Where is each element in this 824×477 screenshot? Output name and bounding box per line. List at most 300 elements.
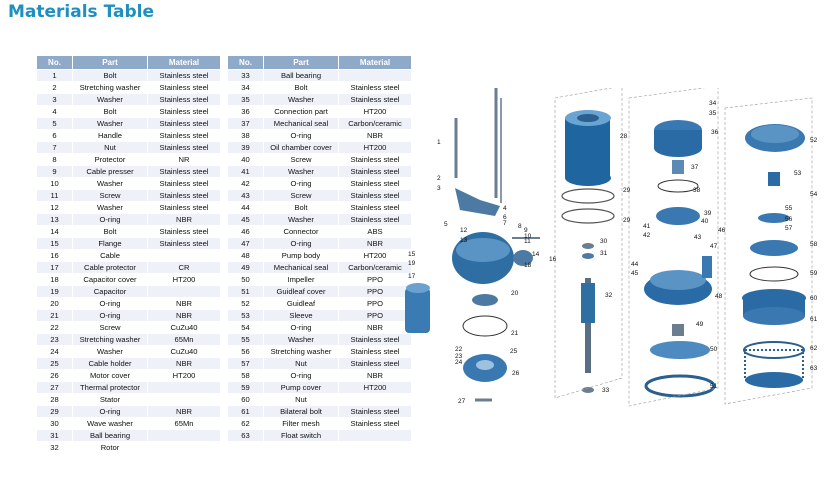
cell-material: Stainless steel xyxy=(339,406,412,418)
callout-label: 51 xyxy=(710,383,718,390)
cell-part: Pump cover xyxy=(264,382,339,394)
callout-label: 33 xyxy=(602,387,610,394)
callout-label: 55 xyxy=(785,205,793,212)
table-row xyxy=(37,394,412,406)
cell-part: Thermal protector xyxy=(73,382,148,394)
callout-label: 8 xyxy=(518,223,522,230)
cell-no: 55 xyxy=(228,334,264,346)
cell-no: 21 xyxy=(37,310,73,322)
cell-part: Oil chamber cover xyxy=(264,142,339,154)
callout-label: 45 xyxy=(631,270,639,277)
callout-label: 29 xyxy=(623,217,631,224)
table-row xyxy=(37,82,412,94)
callout-label: 11 xyxy=(524,238,531,245)
callout-label: 35 xyxy=(709,110,717,117)
cell-material: Stainless steel xyxy=(148,82,221,94)
table-row xyxy=(37,166,412,178)
callout-label: 40 xyxy=(701,218,709,225)
callout-label: 24 xyxy=(455,359,463,366)
cell-part: Guidleaf xyxy=(264,298,339,310)
header-material: Material xyxy=(339,56,412,70)
cell-part: Nut xyxy=(264,394,339,406)
motor-cover-group xyxy=(405,88,540,400)
cell-material xyxy=(339,430,412,442)
cell-material: Stainless steel xyxy=(148,166,221,178)
cell-no: 29 xyxy=(37,406,73,418)
cell-no: 5 xyxy=(37,118,73,130)
cell-material: 65Mn xyxy=(148,334,221,346)
cell-material: Stainless steel xyxy=(339,214,412,226)
callout-label: 58 xyxy=(810,241,818,248)
cell-no: 22 xyxy=(37,322,73,334)
table-row xyxy=(37,286,412,298)
cell-no: 52 xyxy=(228,298,264,310)
column-gap xyxy=(221,106,228,118)
cell-part: Filter mesh xyxy=(264,418,339,430)
cell-no: 57 xyxy=(228,358,264,370)
cell-no: 18 xyxy=(37,274,73,286)
callout-label: 46 xyxy=(718,227,726,234)
callout-label: 20 xyxy=(511,290,519,297)
cell-no: 13 xyxy=(37,214,73,226)
cell-material: NBR xyxy=(148,298,221,310)
cell-part: O-ring xyxy=(264,178,339,190)
cell-part: Bolt xyxy=(264,202,339,214)
table-row xyxy=(37,202,412,214)
cell-part: Screw xyxy=(264,154,339,166)
column-gap xyxy=(221,430,228,442)
cell-no: 15 xyxy=(37,238,73,250)
cell-material: NBR xyxy=(339,238,412,250)
callout-label: 54 xyxy=(810,191,818,198)
column-gap xyxy=(221,274,228,286)
callout-label: 61 xyxy=(810,316,818,323)
cell-no: 9 xyxy=(37,166,73,178)
cell-part: Protector xyxy=(73,154,148,166)
cell-material: Stainless steel xyxy=(148,94,221,106)
cell-part: Washer xyxy=(73,178,148,190)
table-row xyxy=(37,250,412,262)
column-gap xyxy=(221,94,228,106)
column-gap xyxy=(221,250,228,262)
callout-label: 15 xyxy=(408,251,416,258)
cell-part: Rotor xyxy=(73,442,148,454)
callout-label: 16 xyxy=(549,256,557,263)
cell-material: NBR xyxy=(148,310,221,322)
callout-label: 44 xyxy=(631,261,639,268)
cell-material xyxy=(148,286,221,298)
table-row xyxy=(37,130,412,142)
cell-no: 40 xyxy=(228,154,264,166)
table-row xyxy=(37,142,412,154)
cell-material: NBR xyxy=(339,130,412,142)
cell-no: 38 xyxy=(228,130,264,142)
callout-label: 31 xyxy=(600,250,608,257)
cell-material: NBR xyxy=(339,370,412,382)
cell-material: NBR xyxy=(148,214,221,226)
cell-no: 33 xyxy=(228,70,264,82)
cell-no: 23 xyxy=(37,334,73,346)
materials-table xyxy=(36,55,412,454)
cell-part: Cable protector xyxy=(73,262,148,274)
callout-label: 17 xyxy=(408,273,416,280)
cell-no xyxy=(228,442,264,454)
callout-label: 28 xyxy=(620,133,628,140)
table-row xyxy=(37,406,412,418)
callout-label: 18 xyxy=(524,262,532,269)
table-row xyxy=(37,382,412,394)
cell-part: Screw xyxy=(73,322,148,334)
cell-part: Cable xyxy=(73,250,148,262)
column-gap xyxy=(221,238,228,250)
cell-no: 50 xyxy=(228,274,264,286)
cell-no: 62 xyxy=(228,418,264,430)
callout-label: 13 xyxy=(460,237,468,244)
table-row xyxy=(37,154,412,166)
cell-material: Stainless steel xyxy=(339,358,412,370)
callout-label: 37 xyxy=(691,164,699,171)
cell-no: 41 xyxy=(228,166,264,178)
cell-material: NR xyxy=(148,154,221,166)
column-gap xyxy=(221,406,228,418)
cell-material: PPO xyxy=(339,286,412,298)
header-material: Material xyxy=(148,56,221,70)
table-header-row xyxy=(37,56,412,70)
cell-material: Carbon/ceramic xyxy=(339,118,412,130)
callout-label: 41 xyxy=(643,223,651,230)
table-row xyxy=(37,418,412,430)
cell-part: Mechanical seal xyxy=(264,262,339,274)
table-row xyxy=(37,358,412,370)
cell-material: Stainless steel xyxy=(339,334,412,346)
callout-label: 14 xyxy=(532,251,540,258)
cell-part: Stretching washer xyxy=(73,82,148,94)
cell-no: 34 xyxy=(228,82,264,94)
cell-no: 31 xyxy=(37,430,73,442)
callout-label: 50 xyxy=(710,346,718,353)
table-row xyxy=(37,430,412,442)
cell-no: 39 xyxy=(228,142,264,154)
column-gap xyxy=(221,118,228,130)
cell-material: NBR xyxy=(148,358,221,370)
column-gap xyxy=(221,442,228,454)
cell-material: HT200 xyxy=(339,250,412,262)
cell-part: O-ring xyxy=(264,238,339,250)
cell-no: 10 xyxy=(37,178,73,190)
column-gap xyxy=(221,190,228,202)
table-row xyxy=(37,178,412,190)
callout-label: 38 xyxy=(693,187,701,194)
cell-no: 16 xyxy=(37,250,73,262)
column-gap xyxy=(221,418,228,430)
callout-label: 48 xyxy=(715,293,723,300)
callout-label: 7 xyxy=(503,220,507,227)
cell-part: Washer xyxy=(73,118,148,130)
cell-no: 26 xyxy=(37,370,73,382)
callout-label: 57 xyxy=(785,225,793,232)
cell-material: HT200 xyxy=(339,142,412,154)
table-row xyxy=(37,298,412,310)
callout-label: 26 xyxy=(512,370,520,377)
cell-part: O-ring xyxy=(264,130,339,142)
column-gap xyxy=(221,334,228,346)
column-gap xyxy=(221,286,228,298)
cell-material: HT200 xyxy=(339,382,412,394)
cell-part: Flange xyxy=(73,238,148,250)
column-gap xyxy=(221,214,228,226)
cell-no: 48 xyxy=(228,250,264,262)
cell-material: Stainless steel xyxy=(148,238,221,250)
column-gap xyxy=(221,322,228,334)
callout-label: 52 xyxy=(810,137,818,144)
cell-no: 27 xyxy=(37,382,73,394)
column-gap xyxy=(221,130,228,142)
table-row xyxy=(37,70,412,82)
cell-material: Stainless steel xyxy=(148,202,221,214)
cell-part: Motor cover xyxy=(73,370,148,382)
cell-material: PPO xyxy=(339,274,412,286)
pump-body-group xyxy=(644,120,714,396)
callout-label: 12 xyxy=(460,227,468,234)
page-title: Materials Table xyxy=(8,2,154,22)
cell-material: Stainless steel xyxy=(339,154,412,166)
cell-no: 14 xyxy=(37,226,73,238)
cell-part: Washer xyxy=(264,94,339,106)
column-gap xyxy=(221,262,228,274)
cell-no: 30 xyxy=(37,418,73,430)
column-gap xyxy=(221,310,228,322)
cell-material: Stainless steel xyxy=(339,94,412,106)
cell-part: Washer xyxy=(73,202,148,214)
cell-material: Stainless steel xyxy=(339,166,412,178)
callout-label: 22 xyxy=(455,346,463,353)
cell-material: HT200 xyxy=(148,370,221,382)
cell-part: Screw xyxy=(73,190,148,202)
cell-material: NBR xyxy=(339,322,412,334)
cell-material: Stainless steel xyxy=(148,178,221,190)
cell-part: Washer xyxy=(264,214,339,226)
cell-no: 36 xyxy=(228,106,264,118)
callout-label: 2 xyxy=(437,175,441,182)
cell-no: 24 xyxy=(37,346,73,358)
column-gap xyxy=(221,394,228,406)
cell-part: Stretching washer xyxy=(73,334,148,346)
callout-label: 1 xyxy=(437,139,441,146)
cell-no: 49 xyxy=(228,262,264,274)
table-row xyxy=(37,238,412,250)
cell-material: Stainless steel xyxy=(339,82,412,94)
cell-part: Bolt xyxy=(73,106,148,118)
table-row xyxy=(37,262,412,274)
column-gap xyxy=(221,82,228,94)
cell-material: ABS xyxy=(339,226,412,238)
cell-no: 42 xyxy=(228,178,264,190)
cell-no: 61 xyxy=(228,406,264,418)
cell-no: 60 xyxy=(228,394,264,406)
cell-part: O-ring xyxy=(73,310,148,322)
cell-part: Sleeve xyxy=(264,310,339,322)
cell-material: Stainless steel xyxy=(339,202,412,214)
cell-no: 4 xyxy=(37,106,73,118)
cell-no: 11 xyxy=(37,190,73,202)
cell-material: Stainless steel xyxy=(148,130,221,142)
callout-label: 27 xyxy=(458,398,466,405)
cell-no: 51 xyxy=(228,286,264,298)
callout-label: 25 xyxy=(510,348,518,355)
cell-no: 63 xyxy=(228,430,264,442)
cell-no: 6 xyxy=(37,130,73,142)
cell-part: Cable presser xyxy=(73,166,148,178)
cell-part: Bolt xyxy=(73,226,148,238)
cell-part: Washer xyxy=(73,346,148,358)
column-gap xyxy=(221,166,228,178)
cell-no: 25 xyxy=(37,358,73,370)
cell-no: 28 xyxy=(37,394,73,406)
cell-material: PPO xyxy=(339,310,412,322)
cell-no: 20 xyxy=(37,298,73,310)
cell-material xyxy=(148,394,221,406)
cell-material: Stainless steel xyxy=(148,142,221,154)
header-part: Part xyxy=(73,56,148,70)
callout-label: 59 xyxy=(810,270,818,277)
cell-part: O-ring xyxy=(73,214,148,226)
cell-part: Washer xyxy=(73,94,148,106)
cell-material xyxy=(148,442,221,454)
table-row xyxy=(37,310,412,322)
table-row xyxy=(37,322,412,334)
cell-part: O-ring xyxy=(73,406,148,418)
callout-label: 3 xyxy=(437,185,441,192)
cell-material: CR xyxy=(148,262,221,274)
cell-material: Stainless steel xyxy=(148,70,221,82)
cell-material: HT200 xyxy=(148,274,221,286)
cell-part: Guidleaf cover xyxy=(264,286,339,298)
cell-part: Bolt xyxy=(73,70,148,82)
column-gap xyxy=(221,142,228,154)
callout-label: 53 xyxy=(794,170,802,177)
cell-material: Stainless steel xyxy=(339,418,412,430)
cell-material: Carbon/ceramic xyxy=(339,262,412,274)
column-gap xyxy=(221,178,228,190)
cell-part: Washer xyxy=(264,334,339,346)
cell-no: 37 xyxy=(228,118,264,130)
cell-part: O-ring xyxy=(264,322,339,334)
cell-no: 17 xyxy=(37,262,73,274)
cell-part: Connection part xyxy=(264,106,339,118)
cell-material: CuZu40 xyxy=(148,346,221,358)
cell-part: Screw xyxy=(264,190,339,202)
callout-label: 9 xyxy=(524,227,528,234)
table-row xyxy=(37,214,412,226)
cell-material: NBR xyxy=(148,406,221,418)
callout-label: 23 xyxy=(455,353,463,360)
cell-no: 47 xyxy=(228,238,264,250)
callout-label: 10 xyxy=(524,233,532,240)
callout-label: 19 xyxy=(408,260,416,267)
cell-material xyxy=(339,70,412,82)
cell-material: PPO xyxy=(339,298,412,310)
cell-part: O-ring xyxy=(264,370,339,382)
cell-material: Stainless steel xyxy=(148,226,221,238)
cell-part: Mechanical seal xyxy=(264,118,339,130)
cell-part xyxy=(264,442,339,454)
cell-material: CuZu40 xyxy=(148,322,221,334)
column-gap xyxy=(221,226,228,238)
cell-no: 46 xyxy=(228,226,264,238)
cell-part: Capacitor xyxy=(73,286,148,298)
cell-material xyxy=(148,250,221,262)
table-row xyxy=(37,94,412,106)
cell-no: 53 xyxy=(228,310,264,322)
cell-material xyxy=(148,382,221,394)
cell-no: 1 xyxy=(37,70,73,82)
cell-no: 59 xyxy=(228,382,264,394)
table-row xyxy=(37,226,412,238)
cell-no: 43 xyxy=(228,190,264,202)
table-row xyxy=(37,274,412,286)
table-row xyxy=(37,190,412,202)
column-gap xyxy=(221,154,228,166)
table-body xyxy=(37,70,412,454)
cell-part: Connector xyxy=(264,226,339,238)
callout-label: 6 xyxy=(503,214,507,221)
cell-part: Impeller xyxy=(264,274,339,286)
cell-part: Pump body xyxy=(264,250,339,262)
callout-label: 36 xyxy=(711,129,719,136)
cell-part: Stretching washer xyxy=(264,346,339,358)
cell-no: 32 xyxy=(37,442,73,454)
callout-label: 63 xyxy=(810,365,818,372)
cell-part: Washer xyxy=(264,166,339,178)
cell-no: 12 xyxy=(37,202,73,214)
header-no: No. xyxy=(228,56,264,70)
cell-part: Nut xyxy=(264,358,339,370)
callout-label: 47 xyxy=(710,243,718,250)
column-gap xyxy=(221,358,228,370)
callout-label: 32 xyxy=(605,292,613,299)
cell-material: 65Mn xyxy=(148,418,221,430)
cell-material xyxy=(339,442,412,454)
callout-label: 62 xyxy=(810,345,818,352)
cell-no: 19 xyxy=(37,286,73,298)
cell-part: Stator xyxy=(73,394,148,406)
exploded-view-diagram xyxy=(400,88,820,410)
cell-material: Stainless steel xyxy=(148,106,221,118)
callout-label: 42 xyxy=(643,232,651,239)
cell-part: Bilateral bolt xyxy=(264,406,339,418)
cell-part: Bolt xyxy=(264,82,339,94)
table-row xyxy=(37,370,412,382)
column-gap xyxy=(221,370,228,382)
pump-cover-group xyxy=(742,124,806,388)
cell-no: 3 xyxy=(37,94,73,106)
cell-no: 56 xyxy=(228,346,264,358)
column-gap xyxy=(221,56,228,70)
callout-label: 56 xyxy=(785,216,793,223)
cell-part: Ball bearing xyxy=(73,430,148,442)
cell-part: Handle xyxy=(73,130,148,142)
column-gap xyxy=(221,346,228,358)
cell-material: Stainless steel xyxy=(339,178,412,190)
column-gap xyxy=(221,202,228,214)
cell-material: Stainless steel xyxy=(148,118,221,130)
column-gap xyxy=(221,70,228,82)
cell-part: Wave washer xyxy=(73,418,148,430)
cell-part: O-ring xyxy=(73,298,148,310)
table-row xyxy=(37,118,412,130)
cell-part: Float switch xyxy=(264,430,339,442)
cell-part: Cable holder xyxy=(73,358,148,370)
